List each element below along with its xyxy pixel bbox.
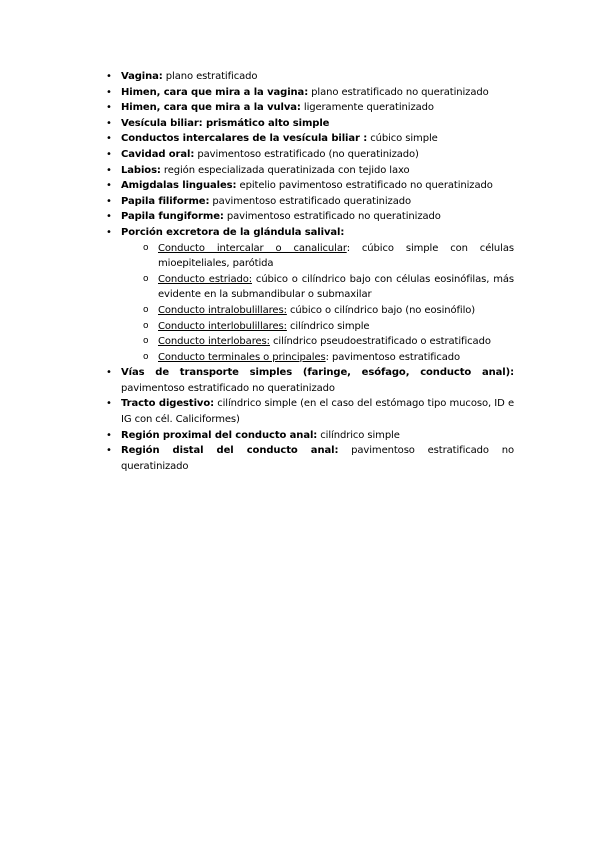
item-term: Papila filiforme: [121,195,210,207]
item-term: Himen, cara que mira a la vagina: [121,86,309,98]
circle-bullet-icon: o [143,320,149,331]
subitem-term: Conducto interlobulillares: [158,320,287,332]
list-item-vagina [106,69,514,85]
bullet-icon: • [106,398,112,410]
item-term: Papila fungiforme: [121,211,224,223]
item-term: Conductos intercalares de la vesícula biliar : [121,133,368,145]
circle-bullet-icon: o [143,336,149,347]
bullet-icon: • [106,164,112,176]
subitem-desc: cilíndrico pseudoestratificado o estratificado [269,336,491,348]
item-desc: pavimentoso estratificado no queratinizado [121,445,514,472]
bullet-icon: • [106,133,112,145]
bullet-icon: • [106,429,112,441]
bullet-icon: • [106,148,112,160]
item-term: Vías de transporte simples (faringe, esófago, conducto anal): [121,367,514,379]
list-item-conducto-anal-proximal [106,428,514,444]
subitem-desc: cilíndrico simple [286,320,370,332]
item-term: Tracto digestivo: [121,398,214,410]
list-item-himen-vagina [106,85,514,101]
list-item-porcion-excretora [106,225,514,365]
item-desc: epitelio pavimentoso estratificado no queratinizado [236,180,493,192]
item-desc: cilíndrico simple (en el caso del estómago tipo mucoso, ID e IG con cél. Caliciformes) [121,398,515,426]
sublist-item-estriado [143,272,514,303]
sublist-conductos [121,241,514,366]
bullet-icon: • [106,211,112,223]
item-term: Región distal del conducto anal: [121,445,339,457]
sublist-item-intercalar [143,241,514,272]
bullet-icon: • [106,226,112,238]
item-desc: ligeramente queratinizado [300,102,434,114]
list-item-himen-vulva [106,100,514,116]
list-item-amigdalas [106,178,514,194]
list-item-vias-transporte [106,365,514,396]
bullet-icon: • [106,367,112,379]
list-item-labios [106,163,514,179]
sublist-item-terminales [143,350,514,366]
bullet-icon: • [106,71,112,82]
item-term: Porción excretora de la glándula salival: [121,226,345,238]
list-item-tracto-digestivo [106,396,515,427]
list-item-cavidad-oral [106,147,514,163]
bullet-icon: • [106,86,112,98]
item-desc: cúbico simple [367,133,438,145]
item-desc: plano estratificado [162,71,258,82]
sublist-item-interlobares [143,334,514,350]
circle-bullet-icon: o [143,351,149,362]
bullet-icon: • [106,180,112,192]
subitem-term: Conducto interlobares: [158,336,270,348]
bullet-icon: • [106,102,112,114]
subitem-desc: cúbico o cilíndrico bajo con células eosinófilas, más evidente en la submandibular o submaxilar [158,273,514,301]
item-desc: cilíndrico simple [317,429,400,441]
item-term: Amigdalas linguales: [121,180,237,192]
document-content [106,69,515,474]
subitem-term: Conducto intralobulillares: [158,304,287,316]
item-desc: región especializada queratinizada con tejido laxo [160,164,410,176]
item-term: Vesícula biliar: prismático alto simple [121,117,330,129]
subitem-desc: : cúbico simple con células mioepiteliales, parótida [158,242,514,270]
item-term: Vagina: [121,71,163,82]
circle-bullet-icon: o [143,242,149,253]
list-item-conductos-intercalares [106,131,514,147]
item-term: Región proximal del conducto anal: [121,429,318,441]
list-item-papila-fungiforme [106,209,514,225]
list-item-papila-filiforme [106,194,514,210]
item-desc: pavimentoso estratificado no queratinizado [223,211,441,223]
list-item-conducto-anal-distal [106,443,514,474]
item-term: Labios: [121,164,161,176]
epithelium-list [106,69,515,474]
bullet-icon: • [106,445,112,457]
subitem-term: Conducto estriado: [158,273,253,285]
sublist-item-interlobulillares [143,319,514,335]
item-desc: pavimentoso estratificado no queratinizado [121,382,335,394]
circle-bullet-icon: o [143,273,149,284]
item-term: Himen, cara que mira a la vulva: [121,102,301,114]
bullet-icon: • [106,195,112,207]
item-desc: plano estratificado no queratinizado [308,86,489,98]
circle-bullet-icon: o [143,304,149,315]
subitem-term: Conducto terminales o principales [158,351,326,363]
item-desc: pavimentoso estratificado (no queratinizado) [194,148,419,160]
item-desc: pavimentoso estratificado queratinizado [209,195,411,207]
list-item-vesicula-biliar [106,116,514,132]
item-term: Cavidad oral: [121,148,195,160]
bullet-icon: • [106,117,112,129]
subitem-desc: cúbico o cilíndrico bajo (no eosinófilo) [286,304,476,316]
subitem-desc: : pavimentoso estratificado [325,351,461,363]
subitem-term: Conducto intercalar o canalicular [158,242,347,254]
sublist-item-intralobulillares [143,303,514,319]
